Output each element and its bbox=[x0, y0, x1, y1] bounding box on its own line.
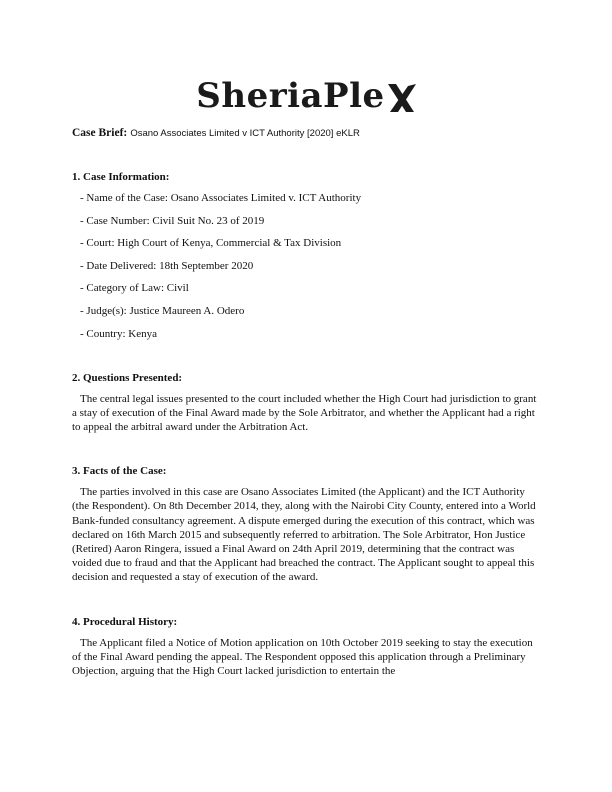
list-item: - Judge(s): Justice Maureen A. Odero bbox=[80, 304, 245, 317]
section-heading: 3. Facts of the Case: bbox=[72, 465, 167, 478]
section-heading: 1. Case Information: bbox=[72, 171, 170, 183]
section-procedural-history bbox=[72, 615, 542, 679]
case-brief-label: Case Brief: bbox=[72, 127, 128, 139]
document-body bbox=[72, 170, 542, 678]
list-item: - Category of Law: Civil bbox=[80, 282, 189, 295]
list-item: - Date Delivered: 18th September 2020 bbox=[80, 259, 254, 272]
list-item: - Country: Kenya bbox=[80, 327, 157, 340]
section-paragraph: The central legal issues presented to the court included whether the High Court had jurisdiction to grant a stay of execution of the Final Award made by the Sole Arbitrator, and whether the Applicant had a right to appeal the arbitral award under the Arbitration Act. bbox=[72, 392, 537, 433]
section-heading: 2. Questions Presented: bbox=[72, 371, 183, 384]
case-info-list bbox=[72, 191, 542, 341]
list-item: - Court: High Court of Kenya, Commercial & Tax Division bbox=[80, 237, 342, 250]
list-item: - Name of the Case: Osano Associates Limited v. ICT Authority bbox=[80, 192, 362, 204]
section-facts bbox=[72, 464, 542, 584]
list-item: - Case Number: Civil Suit No. 23 of 2019 bbox=[80, 214, 265, 227]
logo bbox=[0, 76, 612, 116]
logo-x-mark bbox=[386, 82, 416, 114]
section-case-information bbox=[72, 170, 542, 341]
section-paragraph: The parties involved in this case are Osano Associates Limited (the Applicant) and the ICT Authority (the Respondent). On 8th December 2014, they, along with the Nairobi City County, entered into a World Bank-funded consultancy agreement. A dispute emerged during the execution of this contract, which was declared on 16th March 2015 and subsequently referred to arbitration. The Sole Arbitrator, Hon Justice (Retired) Aaron Ringera, issued a Final Award on 24th April 2019, determining that the contract was voided due to fraud and that the Applicant had breached the contract. The Applicant sought to appeal this decision and requested a stay of execution of the award. bbox=[72, 486, 536, 584]
section-heading: 4. Procedural History: bbox=[72, 615, 178, 628]
section-questions-presented bbox=[72, 371, 542, 435]
logo-text: SheriaPle bbox=[196, 76, 385, 116]
case-brief-line bbox=[72, 127, 360, 139]
section-paragraph: The Applicant filed a Notice of Motion application on 10th October 2019 seeking to stay the execution of the Final Award pending the appeal. The Respondent opposed this application through a Preliminary Objection, arguing that the High Court lacked jurisdiction to entertain the bbox=[72, 636, 533, 677]
case-brief-value: Osano Associates Limited v ICT Authority [2020] eKLR bbox=[130, 128, 360, 139]
